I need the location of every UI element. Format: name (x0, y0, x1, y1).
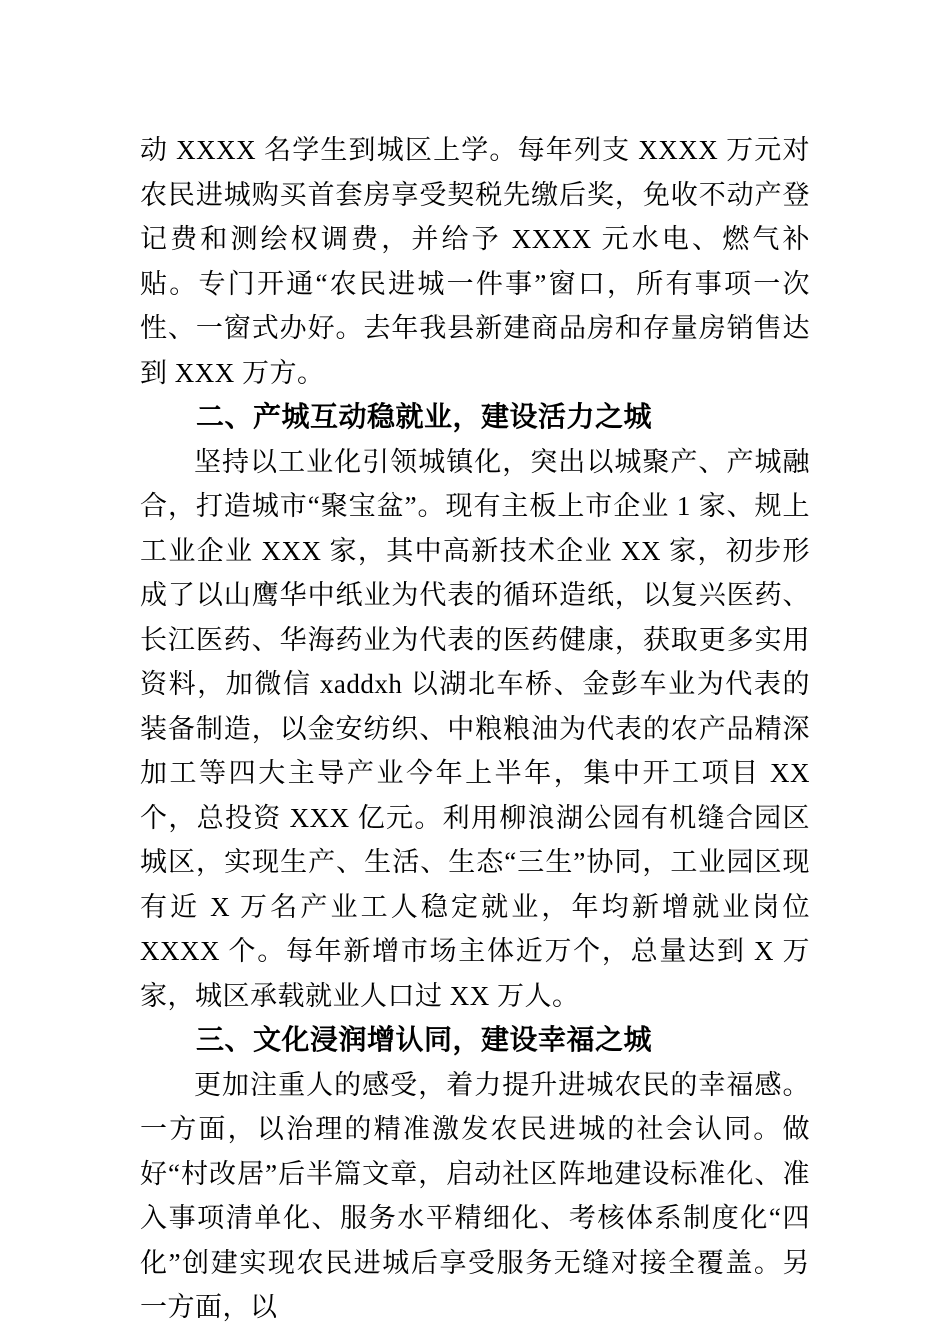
section-2-heading: 二、产城互动稳就业，建设活力之城 (196, 401, 653, 432)
continued-paragraph: 动 XXXX 名学生到城区上学。每年列支 XXXX 万元对农民进城购买首套房享受契税先缴后奖，免收不动产登记费和测绘权调费，并给予 XXXX 元水电、燃气补贴。专门开通“农民进城一件事”窗口，所有事项一次性、一窗式办好。去年我县新建商品房和存量房销售达到 XXX 万方。 (140, 135, 810, 388)
section-3-paragraph: 更加注重人的感受，着力提升进城农民的幸福感。一方面，以治理的精准激发农民进城的社会认同。做好“村改居”后半篇文章，启动社区阵地建设标准化、准入事项清单化、服务水平精细化、考核体系制度化“四化”创建实现农民进城后享受服务无缝对接全覆盖。另一方面，以 (140, 1069, 810, 1322)
section-2-paragraph: 坚持以工业化引领城镇化，突出以城聚产、产城融合，打造城市“聚宝盆”。现有主板上市企业 1 家、规上工业企业 XXX 家，其中高新技术企业 XX 家，初步形成了以山鹰华中纸业为代表的循环造纸，以复兴医药、长江医药、华海药业为代表的医药健康，获取更多实用资料，加微信 xaddxh 以湖北车桥、金彭车业为代表的装备制造，以金安纺织、中粮粮油为代表的农产品精深加工等四大主导产业今年上半年，集中开工项目 XX 个，总投资 XXX 亿元。利用柳浪湖公园有机缝合园区城区，实现生产、生活、生态“三生”协同，工业园区现有近 X 万名产业工人稳定就业，年均新增就业岗位 XXXX 个。每年新增市场主体近万个，总量达到 X 万家，城区承载就业人口过 XX 万人。 (140, 446, 810, 1011)
section-3-heading: 三、文化浸润增认同，建设幸福之城 (196, 1024, 653, 1055)
